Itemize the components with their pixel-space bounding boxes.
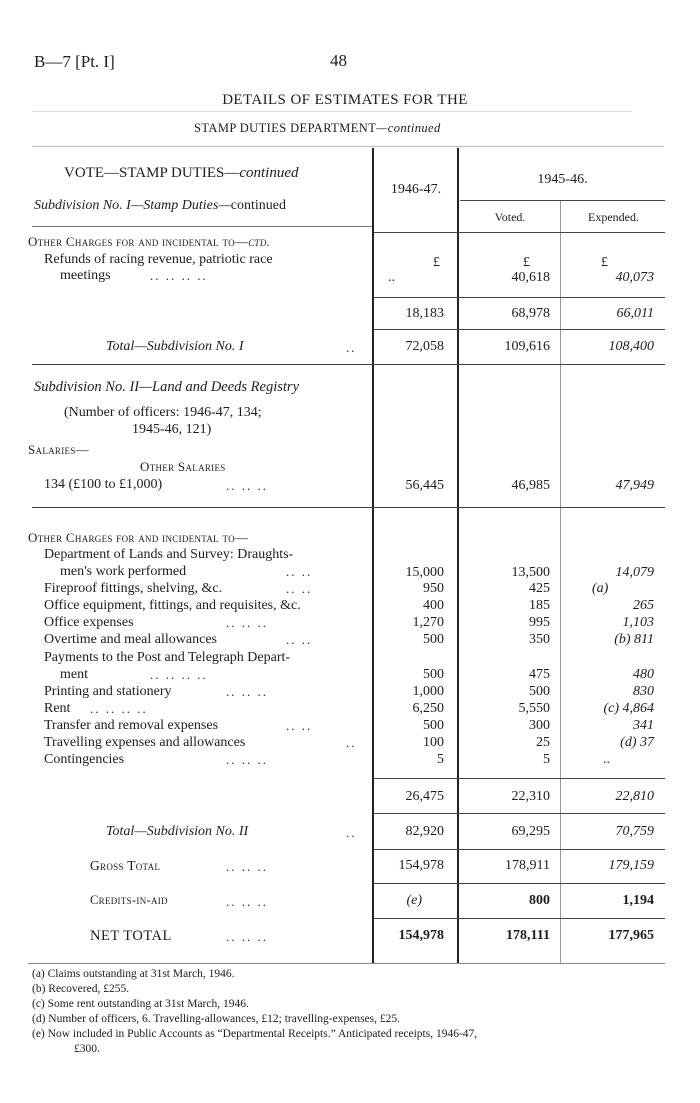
post-1946-47: 500 [423,667,444,682]
row-expended: .. [603,752,610,767]
row-voted: 425 [529,581,550,596]
row-voted: 5,550 [518,701,550,716]
credits-expended: 1,194 [622,893,654,908]
currency-expended: £ [601,255,608,270]
dept-1946-47: 15,000 [405,565,444,580]
row-label: Overtime and meal allowances [44,632,217,647]
footnote-c: (c) Some rent outstanding at 31st March, 1946. [32,998,249,1010]
row-expended: 265 [633,598,654,613]
dept-label-line2: men's work performed [60,564,187,579]
currency-1946-47: £ [433,255,440,270]
gross-expended: 179,159 [608,858,654,873]
col-header-voted: Voted. [494,210,526,224]
leader-dots: .. .. .. [226,752,268,767]
row-label: Printing and stationery [44,684,172,699]
row-expended: 1,103 [622,615,654,630]
sub1-total-voted: 109,616 [504,339,550,354]
net-rule [374,918,665,919]
gross-total-label: Gross Total [90,858,161,873]
credits-in-aid-label: Credits-in-aid [90,893,168,907]
sub2-other-charges-heading: Other Charges for and incidental to— [28,530,249,545]
leader-dots: .. .. .. [226,615,268,630]
leader-dots: .. [346,735,357,750]
leader-dots: .. .. .. [226,684,268,699]
officers-line1: (Number of officers: 1946-47, 134; [64,405,262,420]
other-salaries-heading: Other Salaries [140,459,226,474]
row-voted: 300 [529,718,550,733]
page-number: 48 [330,51,347,70]
dept-label-line1: Department of Lands and Survey: Draughts- [44,547,294,562]
sub2-total-voted: 69,295 [511,824,550,839]
sub2-total-expended: 70,759 [615,824,654,839]
footnote-d: (d) Number of officers, 6. Travelling-allowances, £12; travelling-expenses, £25. [32,1013,401,1025]
row-voted: 350 [529,632,550,647]
gross-voted: 178,911 [505,858,550,873]
post-expended: 480 [633,667,654,682]
vote-title: VOTE—STAMP DUTIES—continued [64,165,299,181]
row-expended: (c) 4,864 [603,701,654,716]
row-voted: 25 [536,735,550,750]
sub1-end-rule [32,364,665,365]
leader-dots: .. [346,825,357,840]
gross-rule [374,849,665,850]
sub1-total-rule [374,329,665,330]
leader-dots: .. .. .. [226,478,268,493]
page-title: DETAILS OF ESTIMATES FOR THE [222,92,468,108]
sub2-total-rule [374,813,665,814]
refunds-voted: 40,618 [511,270,550,285]
leader-dots: .. .. [286,581,313,596]
refunds-label-line1: Refunds of racing revenue, patriotic race [44,252,273,267]
leader-dots: .. [346,340,357,355]
row-expended: (b) 811 [614,632,654,647]
column-rule-2 [457,148,459,963]
post-voted: 475 [529,667,550,682]
row-expended: 830 [633,684,654,699]
footnote-b: (b) Recovered, £255. [32,983,130,995]
row-1946-47: 500 [423,718,444,733]
sub1-other-charges-heading: Other Charges for and incidental to—ctd. [28,234,271,249]
footnote-e-continued: £300. [74,1043,100,1055]
leader-dots: .. .. .. .. [90,701,148,716]
salaries-voted: 46,985 [511,478,550,493]
subdivision-1-heading: Subdivision No. I—Stamp Duties—continued [34,198,286,213]
sub2-total-label: Total—Subdivision No. II [106,824,249,839]
credits-1946-47: (e) [406,893,422,908]
footnote-a: (a) Claims outstanding at 31st March, 1946. [32,968,235,980]
salaries-expended: 47,949 [615,478,654,493]
col-header-1945-46: 1945-46. [537,172,588,187]
row-1946-47: 950 [423,581,444,596]
net-total-label: NET TOTAL [90,928,172,944]
sub1-subtotal-voted: 68,978 [511,306,550,321]
refunds-1946-47: .. [388,270,395,285]
row-expended: (d) 37 [620,735,654,750]
salaries-heading: Salaries— [28,442,89,457]
leader-dots: .. .. .. .. [150,268,208,283]
sub2-subtotal-1946-47: 26,475 [405,789,444,804]
sub1-total-expended: 108,400 [608,339,654,354]
post-label-line1: Payments to the Post and Telegraph Depart- [44,650,291,665]
dept-voted: 13,500 [511,565,550,580]
net-voted: 178,111 [506,928,550,943]
refunds-expended: 40,073 [615,270,654,285]
row-label: Transfer and removal expenses [44,718,219,733]
row-label: Rent [44,701,71,716]
column-rule-1 [372,148,374,963]
subdivision-2-heading: Subdivision No. II—Land and Deeds Registry [34,379,300,395]
refunds-label-line2: meetings [60,268,111,283]
row-label: Fireproof fittings, shelving, &c. [44,581,223,596]
dept-expended: 14,079 [615,565,654,580]
sub1-subtotal-expended: 66,011 [616,306,654,321]
leader-dots: .. .. .. [226,859,268,874]
officers-line2: 1945-46, 121) [132,422,212,437]
sub1-subtotal-1946-47: 18,183 [405,306,444,321]
row-voted: 5 [543,752,550,767]
leader-dots: .. .. [286,632,313,647]
sub1-total-1946-47: 72,058 [405,339,444,354]
sub1-total-label: Total—Subdivision No. I [106,339,244,354]
sub2-subtotal-expended: 22,810 [615,789,654,804]
page-subtitle: STAMP DUTIES DEPARTMENT—continued [194,121,441,135]
footnote-e: (e) Now included in Public Accounts as “Departmental Receipts.” Anticipated receipts, 1946-47, [32,1028,478,1040]
net-expended: 177,965 [608,928,654,943]
credits-rule [374,883,665,884]
col-header-expended: Expended. [588,210,639,224]
column-header-rule [374,232,665,233]
row-label: Contingencies [44,752,125,767]
credits-voted: 800 [529,893,550,908]
net-1946-47: 154,978 [398,928,444,943]
gross-1946-47: 154,978 [398,858,444,873]
leader-dots: .. .. .. [226,929,268,944]
row-1946-47: 6,250 [412,701,444,716]
row-1946-47: 1,270 [412,615,444,630]
header-rule [32,146,664,147]
sub2-subtotal-voted: 22,310 [511,789,550,804]
row-1946-47: 100 [423,735,444,750]
leader-dots: .. .. .. [226,894,268,909]
row-expended: 341 [633,718,654,733]
sub1-subtotal-rule [374,297,665,298]
salaries-line: 134 (£100 to £1,000) [44,477,163,492]
row-label: Travelling expenses and allowances [44,735,246,750]
post-label-line2: ment [60,667,88,682]
row-label: Office equipment, fittings, and requisites, &c. [44,598,301,613]
salaries-1946-47: 56,445 [405,478,444,493]
left-header-rule [32,226,372,227]
footnote-rule [28,963,665,964]
col-header-1946-47: 1946-47. [390,182,442,197]
row-1946-47: 500 [423,632,444,647]
leader-dots: .. .. .. .. [150,667,208,682]
row-1946-47: 400 [423,598,444,613]
row-voted: 995 [529,615,550,630]
row-voted: 185 [529,598,550,613]
title-rule [32,111,632,112]
row-voted: 500 [529,684,550,699]
row-1946-47: 5 [437,752,444,767]
group-header-rule [460,200,665,201]
currency-voted: £ [523,255,530,270]
document-code: B—7 [Pt. I] [34,52,115,71]
leader-dots: .. .. [286,564,313,579]
leader-dots: .. .. [286,718,313,733]
sub2-total-1946-47: 82,920 [405,824,444,839]
salaries-end-rule [32,507,665,508]
sub2-subtotal-rule [374,778,665,779]
row-label: Office expenses [44,615,134,630]
row-expended: (a) [592,581,609,596]
row-1946-47: 1,000 [412,684,444,699]
